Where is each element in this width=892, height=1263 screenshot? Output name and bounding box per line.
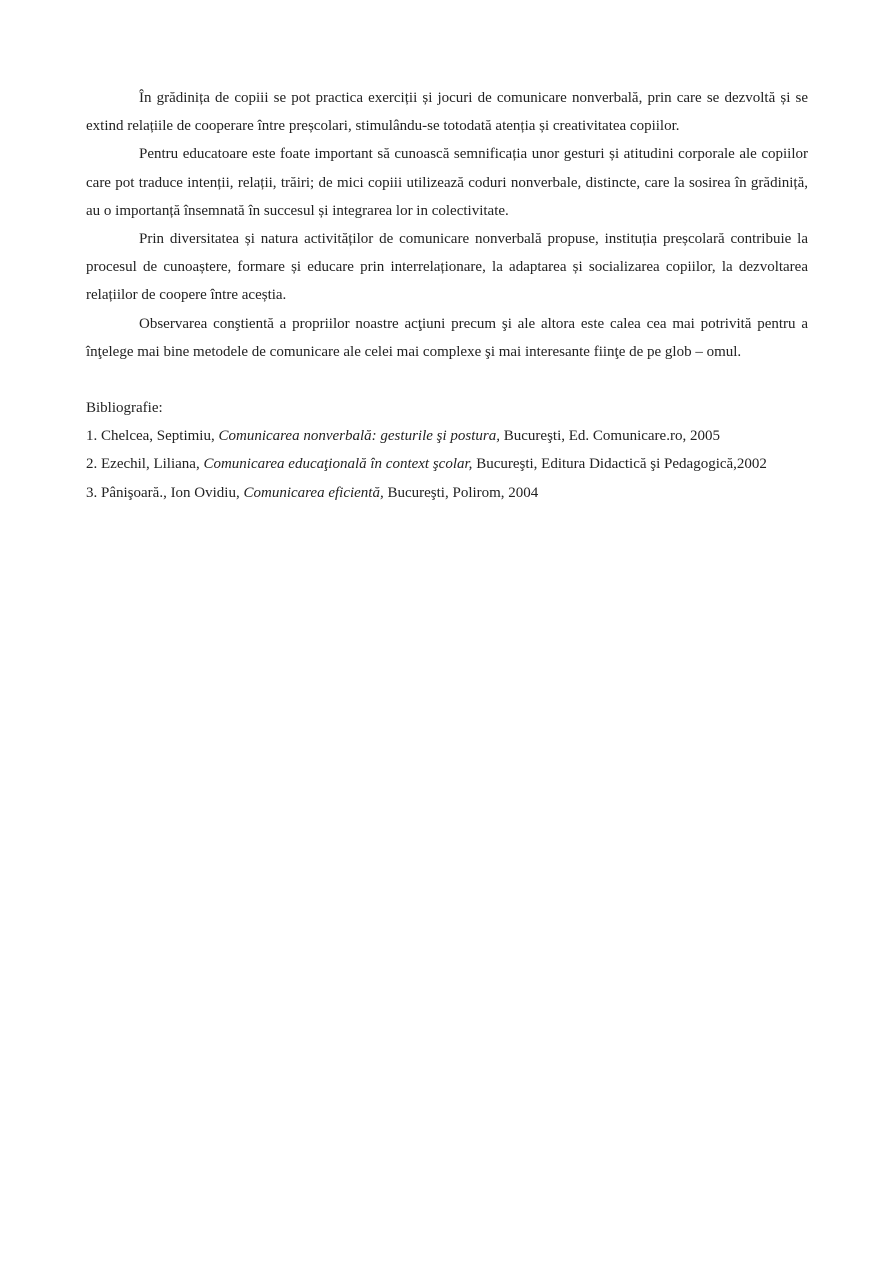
body-paragraph-4: Observarea conştientă a propriilor noastre acţiuni precum şi ale altora este calea cea mai potrivită pentru a înţelege mai bine metodele de comunicare ale celei mai complexe şi mai interesante fiinţe de pe glob – omul.: [86, 315, 808, 360]
bibliography-entry-2: [86, 450, 808, 478]
bibliography-list: [86, 422, 808, 507]
entry-author: 1. Chelcea, Septimiu,: [86, 428, 219, 445]
document-page: [86, 84, 808, 507]
entry-publisher: Bucureşti, Editura Didactică şi Pedagogică,2002: [472, 456, 767, 473]
entry-author: 3. Pânişoară., Ion Ovidiu,: [86, 484, 244, 501]
bibliography-entry-1: [86, 422, 808, 450]
entry-publisher: Bucureşti, Polirom, 2004: [383, 484, 539, 501]
bibliography-section: [86, 394, 808, 507]
body-paragraph-1: În grădinița de copiii se pot practica exerciții și jocuri de comunicare nonverbală, prin care se dezvoltă și se extind relațiile de cooperare între preșcolari, stimulându-se totodată atenția și creativitatea copiilor.: [86, 90, 808, 135]
entry-author: 2. Ezechil, Liliana,: [86, 456, 204, 473]
section-spacer: [86, 366, 808, 394]
entry-title: Comunicarea nonverbală: gesturile şi postura,: [218, 428, 500, 445]
body-paragraph-3: Prin diversitatea și natura activităților de comunicare nonverbală propuse, instituția preșcolară contribuie la procesul de cunoaștere, formare și educare prin interrelaționare, la adaptarea și socializarea copiilor, la dezvoltarea relațiilor de coopere între aceștia.: [86, 231, 808, 304]
entry-publisher: Bucureşti, Ed. Comunicare.ro, 2005: [500, 428, 720, 445]
entry-title: Comunicarea educaţională în context şcolar,: [203, 456, 473, 473]
bibliography-heading: Bibliografie:: [86, 400, 163, 417]
entry-title: Comunicarea eficientă,: [243, 484, 384, 501]
body-paragraph-2: Pentru educatoare este foate important să cunoască semnificația unor gesturi și atitudini corporale ale copiilor care pot traduce intenții, relații, trăiri; de mici copiii utilizează coduri nonverbale, distincte, care la sosirea în grădiniță, au o importanță însemnată în succesul și integrarea lor in colectivitate.: [86, 146, 808, 219]
bibliography-entry-3: [86, 479, 808, 507]
